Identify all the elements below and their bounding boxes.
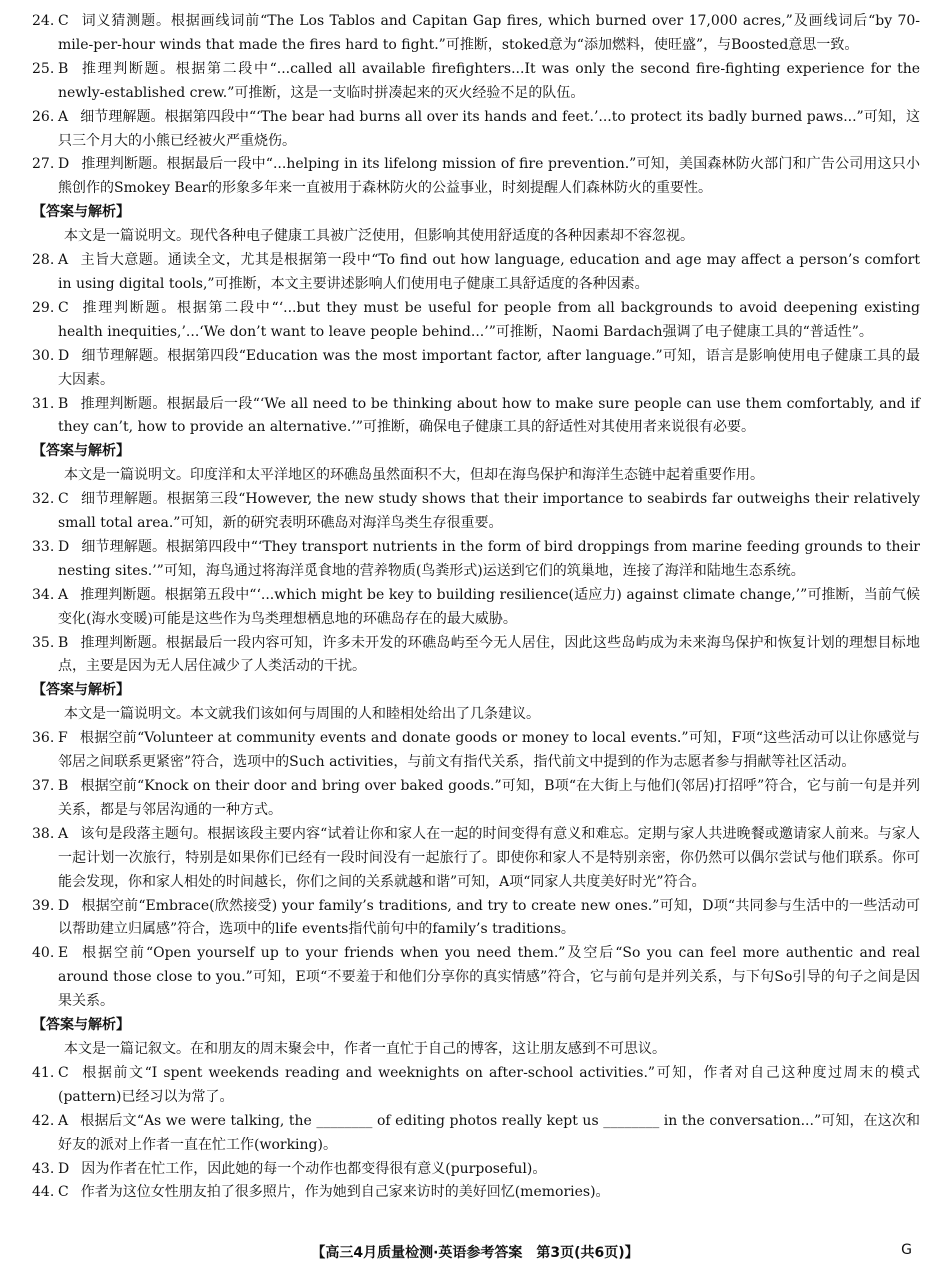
question-number: 41. — [32, 1064, 55, 1081]
answer-letter: D — [58, 538, 70, 555]
answer-item — [32, 536, 920, 584]
explanation-text: 词义猜测题。根据画线词前“The Los Tablos and Capitan Gap fires, which burned over 17,000 acres,”及画线词后“by 70-mile-per-hour winds that made the fires hard to fight.”可推断，stoked意为“添加燃料，使旺盛”，与Boosted意思一致。 — [58, 13, 920, 53]
answer-letter: B — [58, 778, 69, 794]
answer-letter: B — [58, 395, 69, 412]
answer-item — [32, 1062, 920, 1110]
answer-letter: C — [58, 1184, 69, 1201]
section-heading: 【答案与解析】 — [32, 204, 130, 221]
answer-letter: A — [58, 252, 69, 269]
explanation-text: 细节理解题。根据第四段“Education was the most important factor, after language.”可知，语言是影响使用电子健康工具的最大因素。 — [58, 347, 920, 388]
answer-item — [32, 942, 920, 1014]
answer-letter: A — [58, 825, 69, 842]
explanation-text: 该句是段落主题句。根据该段主要内容“试着让你和家人在一起的时间变得有意义和难忘。定期与家人共进晚餐或邀请家人前来。与家人一起计划一次旅行，特别是如果你们已经有一段时间没有一起旅行了。即使你和家人不是特别亲密，你仍然可以偶尔尝试与他们联系。你可能会发现，你和家人相处的时间越长，你们之间的关系就越和谐”可知，A项“同家人共度美好时光”符合。 — [58, 825, 920, 890]
question-number: 44. — [32, 1184, 55, 1201]
answer-item — [32, 1158, 920, 1182]
answer-letter: B — [58, 60, 69, 77]
section-heading: 【答案与解析】 — [32, 443, 130, 460]
answer-letter: D — [58, 156, 70, 173]
question-number: 38. — [32, 825, 55, 842]
answer-item — [32, 106, 920, 154]
answer-letter: A — [58, 108, 69, 125]
section-heading: 【答案与解析】 — [32, 1017, 130, 1034]
footer-version-mark: G — [901, 1242, 912, 1258]
answer-letter: D — [58, 347, 70, 364]
explanation-text: 根据空前“Knock on their door and bring over baked goods.”可知，B项“在大街上与他们(邻居)打招呼”符合，它与前一句是并列关系，都是与邻居沟通的一种方式。 — [58, 778, 920, 818]
answer-letter: C — [58, 1064, 69, 1081]
explanation-text: 推理判断题。根据第五段中“‘...which might be key to building resilience(适应力) against climate change,’”可推断，当前气候变化(海水变暖)可能是这些作为鸟类理想栖息地的环礁岛存在的最大威胁。 — [58, 586, 920, 627]
passage-summary: 本文是一篇说明文。现代各种电子健康工具被广泛使用，但影响其使用舒适度的各种因素却不容忽视。 — [64, 228, 694, 245]
question-number: 24. — [32, 13, 55, 29]
answer-item — [32, 393, 920, 441]
answer-item — [32, 58, 920, 106]
answer-letter: C — [58, 491, 69, 508]
explanation-text: 推理判断题。根据第二段中“‘...but they must be useful for people from all backgrounds to avoid deepening existing health inequities,’...‘We don’t want to leave people behind...’”可推断，Naomi Bardach强调了电子健康工具的“普适性”。 — [58, 299, 920, 340]
answer-letter: E — [58, 945, 69, 962]
explanation-text: 根据空前“Open yourself up to your friends when you need them.”及空后“So you can feel more authentic and real around those close to you.”可知，E项“不要羞于和他们分享你的真实情感”符合，它与前句是并列关系，与下句So引导的句子之间是因果关系。 — [58, 945, 920, 1010]
question-number: 33. — [32, 538, 55, 555]
explanation-text: 细节理解题。根据第四段中“‘They transport nutrients in the form of bird droppings from marine feeding grounds to their nesting sites.’”可知，海鸟通过将海洋觅食地的营养物质(鸟粪形式)运送到它们的筑巢地，连接了海洋和陆地生态系统。 — [58, 538, 920, 579]
question-number: 28. — [32, 252, 55, 269]
answer-item — [32, 632, 920, 680]
explanation-text: 推理判断题。根据最后一段“‘We all need to be thinking about how to make sure people can use them comfortably, and if they can’t, how to provide an alternative.’”可推断，确保电子健康工具的舒适性对其使用者来说很有必要。 — [58, 395, 920, 436]
answer-letter: C — [58, 299, 69, 316]
passage-summary: 本文是一篇说明文。本文就我们该如何与周围的人和睦相处给出了几条建议。 — [64, 706, 540, 723]
answer-item — [32, 153, 920, 201]
answer-item — [32, 775, 920, 823]
answer-letter: A — [58, 1112, 69, 1129]
answer-item — [32, 823, 920, 895]
question-number: 35. — [32, 634, 55, 651]
answer-content — [32, 10, 920, 1205]
passage-summary: 本文是一篇记叙文。在和朋友的周末聚会中，作者一直忙于自己的博客，这让朋友感到不可思议。 — [64, 1040, 666, 1057]
question-number: 32. — [32, 491, 55, 508]
explanation-text: 根据空前“Embrace(欣然接受) your family’s traditions, and try to create new ones.”可知，D项“共同参与生活中的一些活动可以帮助建立归属感”符合，选项中的life events指代前句中的family’s traditions。 — [58, 897, 920, 938]
question-number: 26. — [32, 108, 55, 125]
answer-item — [32, 345, 920, 393]
explanation-text: 主旨大意题。通读全文，尤其是根据第一段中“To find out how language, education and age may affect a person’s comfort in using digital tools,”可推断，本文主要讲述影响人们使用电子健康工具舒适度的各种因素。 — [58, 252, 920, 292]
answer-letter: D — [58, 897, 70, 914]
question-number: 29. — [32, 299, 55, 316]
question-number: 31. — [32, 395, 55, 412]
question-number: 36. — [32, 730, 55, 747]
passage-summary: 本文是一篇说明文。印度洋和太平洋地区的环礁岛虽然面积不大，但却在海鸟保护和海洋生态链中起着重要作用。 — [64, 467, 764, 484]
answer-letter: B — [58, 634, 69, 651]
answer-item — [32, 584, 920, 632]
answer-item — [32, 1181, 920, 1205]
explanation-text: 推理判断题。根据最后一段中“...helping in its lifelong mission of fire prevention.”可知，美国森林防火部门和广告公司用这只小熊创作的Smokey Bear的形象多年来一直被用于森林防火的公益事业，时刻提醒人们森林防火的重要性。 — [58, 156, 920, 197]
explanation-text: 推理判断题。根据第二段中“...called all available firefighters...It was only the second fire-fighting experience for the newly-established crew.”可推断，这是一支临时拼凑起来的灭火经验不足的队伍。 — [58, 60, 920, 101]
page-footer: 【高三4月质量检测·英语参考答案 第3页(共6页)】 — [311, 1245, 639, 1261]
answer-item — [32, 1110, 920, 1158]
answer-item — [32, 895, 920, 943]
answer-letter: C — [58, 13, 69, 29]
section-heading: 【答案与解析】 — [32, 682, 130, 699]
answer-item — [32, 297, 920, 345]
answer-letter: A — [58, 586, 69, 603]
question-number: 43. — [32, 1160, 55, 1177]
explanation-text: 细节理解题。根据第三段“However, the new study shows that their importance to seabirds far outweighs their relatively small total area.”可知，新的研究表明环礁岛对海洋鸟类生存很重要。 — [58, 491, 920, 532]
question-number: 25. — [32, 60, 55, 77]
explanation-text: 细节理解题。根据第四段中“‘The bear had burns all over its hands and feet.’...to protect its badly burned paws...”可知，这只三个月大的小熊已经被火严重烧伤。 — [58, 108, 920, 149]
question-number: 27. — [32, 156, 55, 173]
answer-item — [32, 727, 920, 775]
question-number: 34. — [32, 586, 55, 603]
explanation-text: 根据后文“As we were talking, the ________ of editing photos really kept us ________ in the conversation...”可知，在这次和好友的派对上作者一直在忙工作(working)。 — [58, 1112, 920, 1153]
question-number: 39. — [32, 897, 55, 914]
explanation-text: 根据空前“Volunteer at community events and donate goods or money to local events.”可知，F项“这些活动可以让你感觉与邻居之间联系更紧密”符合，选项中的Such activities，与前文有指代关系，指代前文中提到的作为志愿者参与捐献等社区活动。 — [58, 730, 920, 771]
explanation-text: 根据前文“I spent weekends reading and weeknights on after-school activities.”可知，作者对自己这种度过周末的模式(pattern)已经习以为常了。 — [58, 1064, 920, 1105]
explanation-text: 作者为这位女性朋友拍了很多照片，作为她到自己家来访时的美好回忆(memories)。 — [80, 1184, 610, 1201]
question-number: 30. — [32, 347, 55, 364]
question-number: 37. — [32, 778, 55, 794]
answer-item — [32, 249, 920, 297]
explanation-text: 推理判断题。根据最后一段内容可知，许多未开发的环礁岛屿至今无人居住，因此这些岛屿成为未来海鸟保护和恢复计划的理想目标地点，主要是因为无人居住减少了人类活动的干扰。 — [58, 634, 920, 675]
answer-letter: D — [58, 1160, 70, 1177]
answer-letter: F — [58, 730, 68, 747]
question-number: 40. — [32, 945, 55, 962]
answer-item — [32, 488, 920, 536]
question-number: 42. — [32, 1112, 55, 1129]
explanation-text: 因为作者在忙工作，因此她的每一个动作也都变得很有意义(purposeful)。 — [81, 1160, 547, 1177]
answer-item — [32, 10, 920, 58]
